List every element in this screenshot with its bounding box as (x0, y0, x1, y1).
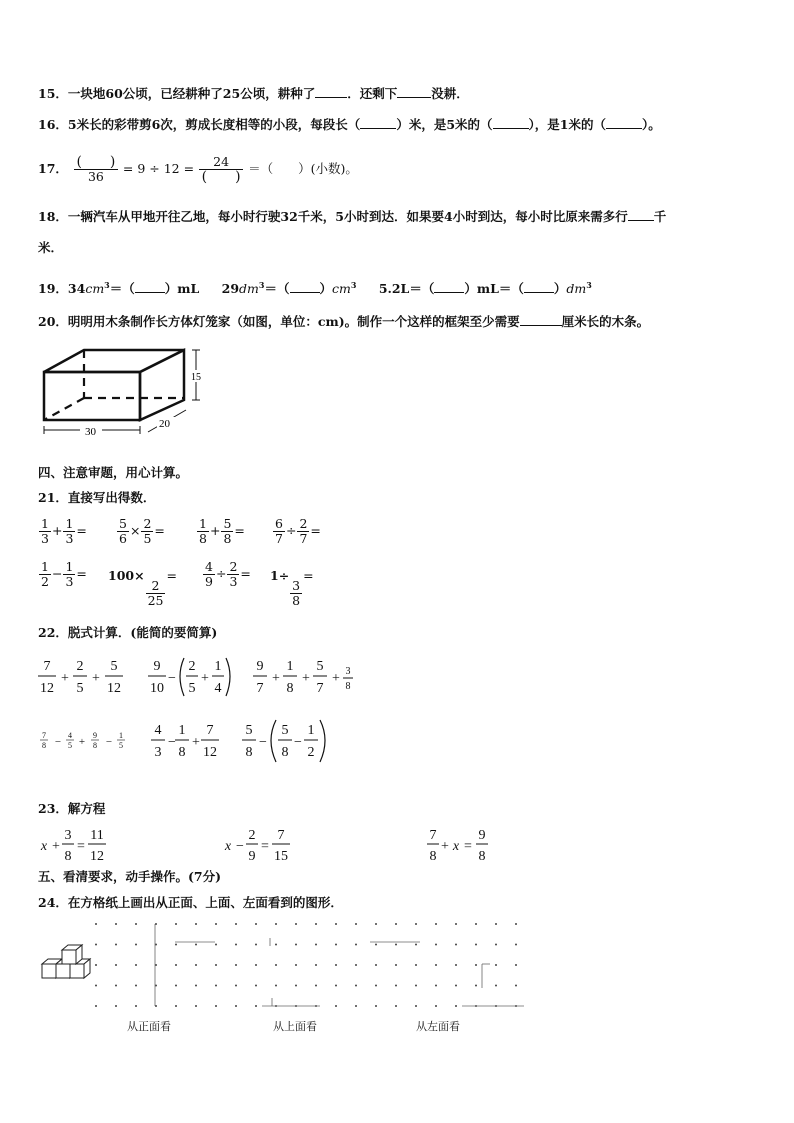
grid-dot (195, 964, 197, 966)
grid-dot (215, 1005, 217, 1007)
grid-dot (415, 923, 417, 925)
grid-dot (355, 923, 357, 925)
answer-blank[interactable] (360, 117, 396, 129)
grid-dot (435, 944, 437, 946)
svg-text:7: 7 (206, 723, 214, 738)
grid-dot (435, 964, 437, 966)
grid-dot (275, 944, 277, 946)
svg-text:1: 1 (286, 659, 294, 674)
svg-text:8: 8 (245, 745, 253, 760)
svg-text:−: − (54, 736, 62, 748)
svg-text:−: − (168, 671, 176, 686)
blank-paren[interactable]: ( ) (199, 169, 243, 184)
grid-dot (455, 1005, 457, 1007)
grid-dot (415, 985, 417, 987)
grid-dot (515, 923, 517, 925)
oral-item: 100× $\frac{2}{25}$ = (108, 568, 177, 608)
grid-dot (475, 923, 477, 925)
answer-blank[interactable] (434, 281, 464, 293)
answer-blank[interactable] (628, 209, 654, 221)
q23-equations (36, 822, 496, 868)
question-15: 15．一块地60公顷，已经耕种了25公顷，耕种了 ．还剩下 没耕． (38, 86, 469, 101)
svg-text:2: 2 (76, 659, 84, 674)
grid-dot (215, 944, 217, 946)
grid-dot (215, 964, 217, 966)
svg-text:9: 9 (153, 659, 161, 674)
grid-dot (395, 985, 397, 987)
grid-dot (255, 944, 257, 946)
oral-item: $\frac{1}{3}$ + $\frac{1}{3}$ = (41, 516, 87, 546)
blank-paren[interactable]: ( ) (76, 153, 116, 170)
grid-dot (195, 985, 197, 987)
svg-text:8: 8 (286, 681, 294, 696)
answer-blank[interactable] (135, 281, 165, 293)
svg-text:+: + (78, 736, 86, 748)
section-5-title: 五、看清要求，动手操作。(7分) (38, 869, 222, 884)
svg-text:10: 10 (150, 681, 164, 696)
svg-text:5: 5 (68, 741, 72, 750)
svg-text:5: 5 (119, 741, 123, 750)
caption-front-view: 从正面看 (127, 1020, 171, 1033)
answer-blank[interactable] (606, 117, 642, 129)
svg-text:=: = (261, 839, 269, 854)
grid-dot (375, 964, 377, 966)
svg-text:11: 11 (90, 828, 104, 843)
grid-dot (335, 964, 337, 966)
grid-dot (455, 985, 457, 987)
svg-text:3: 3 (345, 666, 351, 677)
grid-dot (135, 964, 137, 966)
grid-dot (215, 985, 217, 987)
oral-item: $\frac{4}{9}$ ÷ $\frac{2}{3}$ = (205, 559, 251, 589)
grid-dot (375, 985, 377, 987)
svg-text:4: 4 (154, 723, 162, 738)
svg-text:7: 7 (256, 681, 264, 696)
svg-text:1: 1 (119, 731, 123, 740)
grid-dot (115, 985, 117, 987)
question-16: 16．5米长的彩带剪6次，剪成长度相等的小段，每段长（ ）米，是5米的（ ），是1米的（ ）。 (38, 117, 661, 132)
grid-dot (395, 944, 397, 946)
grid-dot (315, 923, 317, 925)
grid-dot (295, 923, 297, 925)
svg-text:5: 5 (110, 659, 118, 674)
grid-dot (95, 923, 97, 925)
fraction: $\frac{24}{( )}$ (199, 155, 243, 184)
grid-dot (475, 944, 477, 946)
svg-text:9: 9 (248, 849, 256, 864)
oral-item: $\frac{1}{2}$ − $\frac{1}{3}$ = (41, 559, 87, 589)
svg-text:−: − (105, 736, 113, 748)
question-23-title: 23．解方程 (38, 801, 106, 816)
question-18-cont: 米． (38, 240, 64, 255)
answer-blank[interactable] (290, 281, 320, 293)
dot-grid[interactable] (90, 918, 530, 1012)
grid-dot (335, 1005, 337, 1007)
caption-top-view: 从上面看 (273, 1020, 317, 1033)
svg-text:+: + (201, 671, 209, 686)
grid-dot (315, 944, 317, 946)
grid-dot (375, 923, 377, 925)
svg-text:8: 8 (281, 745, 289, 760)
grid-dot (115, 923, 117, 925)
svg-text:8: 8 (178, 745, 186, 760)
grid-dot (335, 944, 337, 946)
grid-dot (135, 923, 137, 925)
grid-dot (295, 985, 297, 987)
oral-item: $\frac{5}{6}$ × $\frac{2}{5}$ = (119, 516, 165, 546)
grid-dot (375, 1005, 377, 1007)
grid-dot (255, 923, 257, 925)
grid-dot (135, 985, 137, 987)
grid-dot (495, 944, 497, 946)
question-24-title: 24．在方格纸上画出从正面、上面、左面看到的图形． (38, 895, 343, 910)
question-22-title: 22．脱式计算．(能简的要简算) (38, 625, 218, 640)
grid-dot (195, 944, 197, 946)
grid-dot (335, 923, 337, 925)
grid-dot (515, 985, 517, 987)
svg-text:3: 3 (64, 828, 72, 843)
svg-text:+: + (332, 671, 340, 686)
svg-text:8: 8 (64, 849, 72, 864)
svg-text:7: 7 (42, 731, 46, 740)
grid-dot (375, 944, 377, 946)
svg-text:x: x (452, 839, 460, 854)
grid-dot (415, 944, 417, 946)
grid-dot (195, 1005, 197, 1007)
svg-text:9: 9 (93, 731, 97, 740)
grid-dot (175, 944, 177, 946)
oral-item: $\frac{6}{7}$ ÷ $\frac{2}{7}$ = (275, 516, 321, 546)
grid-dot (455, 923, 457, 925)
grid-dot (395, 1005, 397, 1007)
svg-text:−: − (294, 735, 302, 750)
answer-blank[interactable] (520, 314, 562, 326)
svg-text:12: 12 (90, 849, 104, 864)
svg-text:4: 4 (68, 731, 72, 740)
grid-dot (315, 964, 317, 966)
grid-dot (115, 944, 117, 946)
dim-height: 15 (191, 372, 201, 383)
svg-text:7: 7 (43, 659, 51, 674)
svg-text:4: 4 (214, 681, 222, 696)
grid-dot (455, 944, 457, 946)
answer-blank[interactable] (397, 86, 431, 98)
cubes-figure (40, 942, 96, 986)
svg-text:2: 2 (307, 745, 315, 760)
grid-dot (275, 923, 277, 925)
grid-dot (175, 985, 177, 987)
svg-text:−: − (259, 735, 267, 750)
grid-dot (215, 923, 217, 925)
question-20: 20．明明用木条制作长方体灯笼家（如图，单位：cm)。制作一个这样的框架至少需要 厘米长的木条。 (38, 314, 650, 329)
grid-dot (235, 1005, 237, 1007)
svg-text:8: 8 (42, 741, 46, 750)
svg-text:+: + (92, 671, 100, 686)
caption-left-view: 从左面看 (416, 1020, 460, 1033)
grid-dot (175, 964, 177, 966)
grid-dot (355, 985, 357, 987)
grid-dot (235, 964, 237, 966)
grid-dot (335, 985, 337, 987)
grid-dot (95, 944, 97, 946)
grid-dot (395, 923, 397, 925)
svg-text:1: 1 (178, 723, 186, 738)
grid-dot (95, 1005, 97, 1007)
grid-dot (235, 923, 237, 925)
grid-dot (475, 985, 477, 987)
grid-dot (295, 944, 297, 946)
svg-text:8: 8 (429, 849, 437, 864)
answer-blank[interactable] (493, 117, 529, 129)
oral-item: $\frac{1}{8}$ + $\frac{5}{8}$ = (199, 516, 245, 546)
svg-text:=: = (77, 839, 85, 854)
svg-text:5: 5 (245, 723, 253, 738)
svg-text:12: 12 (203, 745, 217, 760)
grid-dot (455, 964, 457, 966)
svg-text:8: 8 (345, 681, 351, 692)
answer-blank[interactable] (315, 86, 347, 98)
svg-text:7: 7 (429, 828, 437, 843)
grid-dot (495, 985, 497, 987)
svg-text:15: 15 (274, 849, 288, 864)
grid-dot (175, 923, 177, 925)
grid-dot (495, 923, 497, 925)
svg-text:2: 2 (188, 659, 196, 674)
grid-dot (255, 1005, 257, 1007)
grid-dot (395, 964, 397, 966)
grid-dot (275, 964, 277, 966)
grid-dot (135, 1005, 137, 1007)
grid-dot (435, 923, 437, 925)
grid-dot (475, 964, 477, 966)
svg-text:2: 2 (248, 828, 256, 843)
question-19: 19．$34cm^3=$（ ）mL $29dm^3=$（ ）$cm^3$ 5.2L＝（ ）mL＝（ ）$dm^3$ (38, 280, 592, 297)
grid-dot (415, 1005, 417, 1007)
grid-dot (235, 944, 237, 946)
grid-dot (255, 985, 257, 987)
grid-dot (95, 964, 97, 966)
svg-text:7: 7 (277, 828, 285, 843)
grid-dot (415, 964, 417, 966)
cuboid-figure (38, 344, 218, 444)
svg-text:+: + (441, 839, 449, 854)
question-17: 17． $\frac{( )}{36}$ = 9 ÷ 12 = $\frac{24}{( )}$ ＝（ ）(小数)。 (38, 153, 358, 185)
svg-text:1: 1 (307, 723, 315, 738)
svg-text:1: 1 (214, 659, 222, 674)
grid-dot (115, 1005, 117, 1007)
dim-width: 20 (159, 418, 170, 430)
fraction: $\frac{( )}{36}$ (74, 155, 118, 184)
grid-dot (115, 964, 117, 966)
svg-text:5: 5 (188, 681, 196, 696)
svg-text:8: 8 (93, 741, 97, 750)
svg-text:12: 12 (107, 681, 121, 696)
grid-dot (315, 985, 317, 987)
svg-text:5: 5 (316, 659, 324, 674)
grid-dot (355, 1005, 357, 1007)
svg-text:x: x (224, 839, 232, 854)
dim-length: 30 (85, 426, 96, 438)
svg-text:−: − (168, 735, 176, 750)
grid-dot (435, 1005, 437, 1007)
svg-text:7: 7 (316, 681, 324, 696)
grid-dot (295, 964, 297, 966)
svg-text:5: 5 (76, 681, 84, 696)
q22-expressions (36, 652, 376, 767)
grid-dot (195, 923, 197, 925)
svg-text:3: 3 (154, 745, 162, 760)
svg-text:+: + (302, 671, 310, 686)
answer-blank[interactable] (524, 281, 554, 293)
grid-dot (235, 985, 237, 987)
grid-dot (275, 985, 277, 987)
grid-dot (355, 964, 357, 966)
grid-dot (435, 985, 437, 987)
grid-dot (515, 964, 517, 966)
grid-dot (515, 944, 517, 946)
grid-dot (175, 1005, 177, 1007)
svg-text:+: + (272, 671, 280, 686)
question-18: 18．一辆汽车从甲地开往乙地，每小时行驶32千米，5小时到达．如果要4小时到达，每小时比原来需多行 千 (38, 209, 667, 224)
question-21-title: 21．直接写出得数． (38, 490, 156, 505)
grid-dot (255, 964, 257, 966)
svg-text:x: x (40, 839, 48, 854)
svg-text:5: 5 (281, 723, 289, 738)
svg-text:9: 9 (256, 659, 264, 674)
svg-text:9: 9 (478, 828, 486, 843)
svg-text:−: − (236, 839, 244, 854)
svg-text:=: = (464, 839, 472, 854)
svg-text:+: + (61, 671, 69, 686)
oral-item: 1÷ $\frac{3}{8}$ = (270, 568, 314, 608)
svg-text:+: + (192, 735, 200, 750)
svg-text:+: + (52, 839, 60, 854)
grid-dot (495, 964, 497, 966)
grid-dot (95, 985, 97, 987)
svg-text:8: 8 (478, 849, 486, 864)
section-4-title: 四、注意审题，用心计算。 (38, 465, 189, 480)
grid-dot (135, 944, 137, 946)
grid-dot (355, 944, 357, 946)
svg-text:12: 12 (40, 681, 54, 696)
